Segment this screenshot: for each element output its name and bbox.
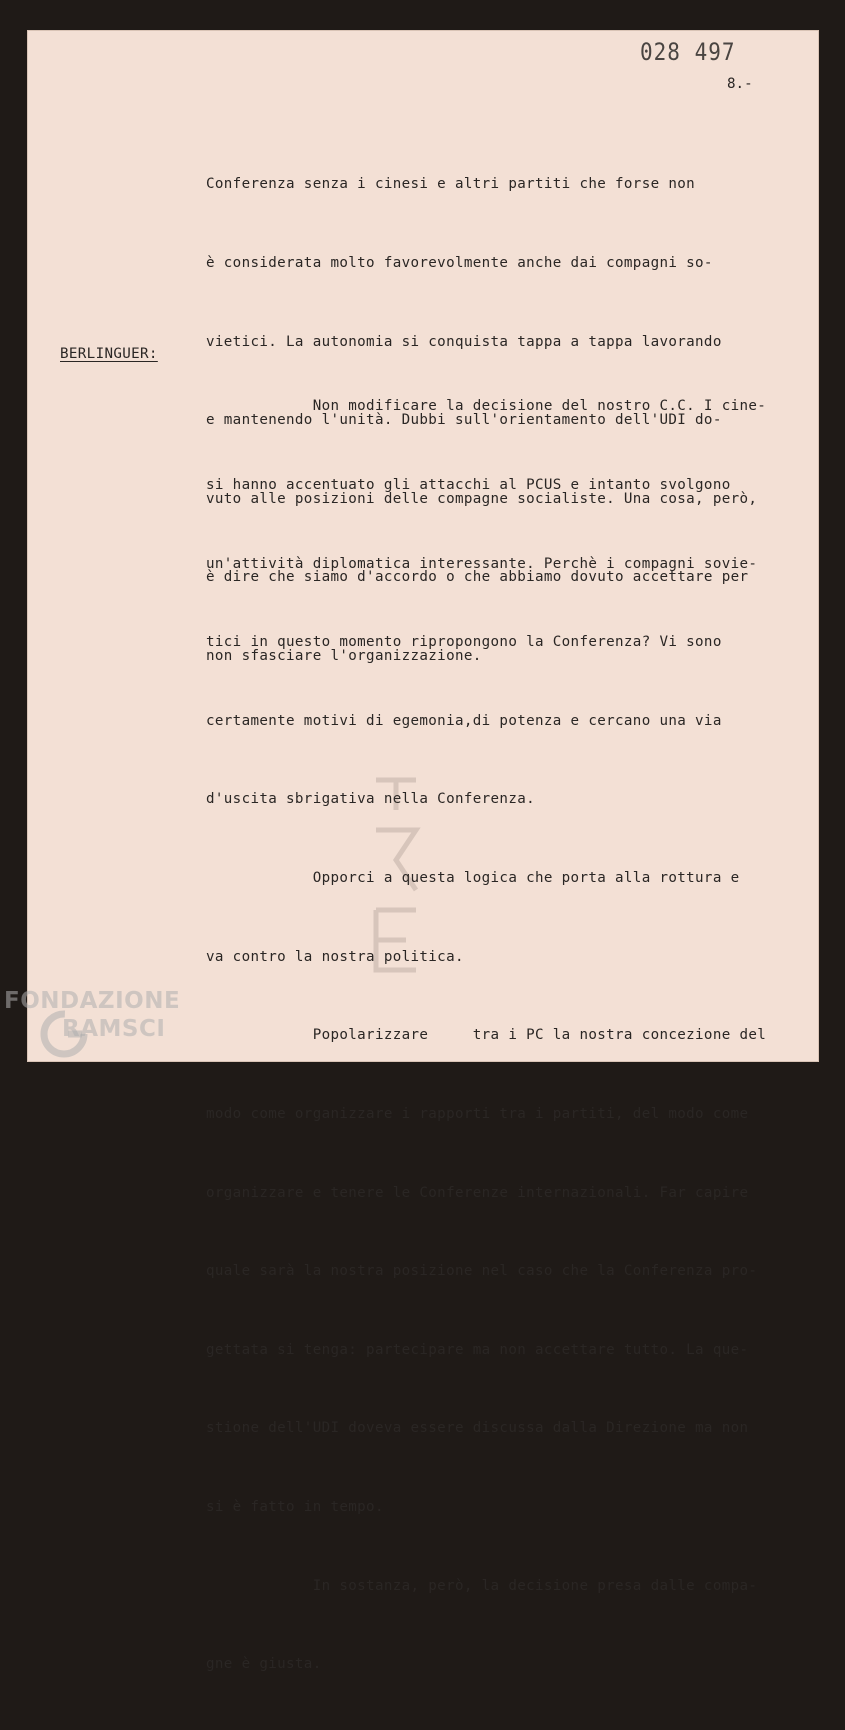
text-line: vietici. La autonomia si conquista tappa a tappa lavorando (206, 333, 722, 350)
text-line: In sostanza, però, la decisione presa dalle compa- (206, 1577, 758, 1594)
text-line: gne è giusta. (206, 1656, 322, 1673)
text-line: Popolarizzare tra i PC la nostra concezione del (206, 1027, 767, 1044)
text-line: gettata si tenga: partecipare ma non accettare tutto. La que- (206, 1341, 749, 1358)
text-line: Non modificare la decisione del nostro C.C. I cine- (206, 398, 767, 415)
speaker-label: BERLINGUER: (60, 346, 158, 362)
text-line: certamente motivi di egemonia,di potenza e cercano una via (206, 712, 722, 729)
archive-number: 028 497 (640, 38, 736, 66)
text-line: tici in questo momento ripropongono la Conferenza? Vi sono (206, 634, 722, 651)
text-line: vuto alle posizioni delle compagne socialiste. Una cosa, però, (206, 490, 758, 507)
text-line: si hanno accentuato gli attacchi al PCUS e intanto svolgono (206, 477, 731, 494)
speech-text (206, 341, 766, 1730)
text-line: modo come organizzare i rapporti tra i partiti, del modo come (206, 1105, 749, 1122)
text-line: quale sarà la nostra posizione nel caso che la Conferenza pro- (206, 1263, 758, 1280)
text-line: è dire che siamo d'accordo o che abbiamo dovuto accettare per (206, 569, 749, 586)
text-line: Opporci a questa logica che porta alla rottura e (206, 870, 740, 887)
faint-stamp-mark (366, 770, 426, 980)
text-line: d'uscita sbrigativa nella Conferenza. (206, 791, 535, 808)
text-line: Conferenza senza i cinesi e altri partiti che forse non (206, 176, 696, 193)
text-line: si è fatto in tempo. (206, 1498, 384, 1515)
text-line: un'attività diplomatica interessante. Perchè i compagni sovie- (206, 555, 758, 572)
text-line: e mantenendo l'unità. Dubbi sull'orientamento dell'UDI do- (206, 412, 722, 429)
fondazione-gramsci-watermark (4, 988, 214, 1076)
text-line: stione dell'UDI doveva essere discussa dalla Direzione ma non (206, 1420, 749, 1437)
text-line: è considerata molto favorevolmente anche dai compagni so- (206, 255, 713, 272)
text-line: va contro la nostra politica. (206, 948, 464, 965)
watermark-line-2: RAMSCI (62, 1016, 166, 1042)
watermark-line-1: FONDAZIONE (4, 988, 181, 1014)
text-line: organizzare e tenere le Conferenze internazionali. Far capire (206, 1184, 749, 1201)
document-page (27, 30, 819, 1673)
text-line: non sfasciare l'organizzazione. (206, 648, 482, 665)
page-number: 8.- (727, 76, 753, 92)
